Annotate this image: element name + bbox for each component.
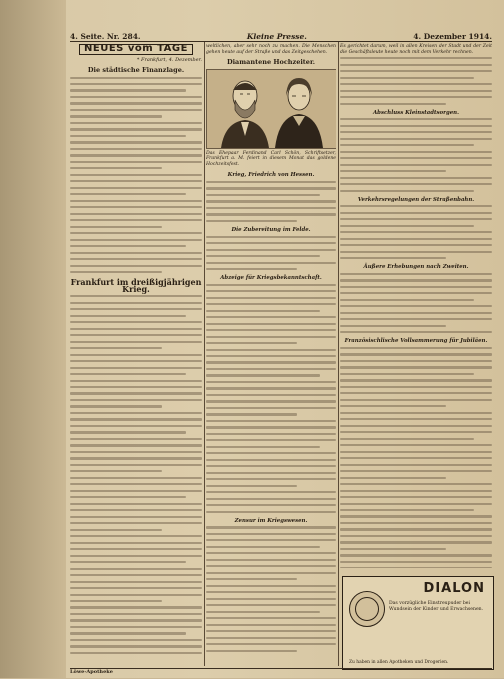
intro-text: Es gerichtet darum, weil in allen Kreisen der Stadt und der Zeit die Geschäftsleute heute noch mit dem Verkehr rechnen. — [340, 44, 492, 55]
footer-left-text: Löwe-Apotheke — [70, 669, 113, 675]
article-title: Zensur im Kriegswesen. — [234, 517, 308, 524]
ad-brand: DIALON — [423, 581, 485, 596]
column-divider — [338, 42, 339, 666]
issue-date: 4. Dezember 1914. — [413, 31, 492, 41]
article-title: Diamantene Hochzeiter. — [226, 58, 316, 67]
ad-seal-inner-icon — [355, 597, 379, 621]
column-divider — [204, 42, 205, 666]
article-body — [340, 273, 492, 334]
article-title: Krieg, Friedrich von Hessen. — [227, 172, 315, 179]
page-edge — [0, 0, 66, 678]
page-footer — [70, 668, 492, 679]
article-body — [206, 284, 336, 513]
newspaper-title: Kleine Presse. — [246, 31, 307, 41]
article-title: Abzeige für Kriegsbekanntschaft. — [220, 275, 322, 282]
article-title: Abschluss Kleinstadtsorgen. — [373, 109, 459, 116]
dateline: * Frankfurt, 4. Dezember. — [136, 56, 202, 63]
section-masthead — [70, 44, 202, 55]
column-1 — [70, 42, 202, 668]
article-body — [340, 118, 492, 192]
intro-text: weltlichen, aber sehr noch zu machen. Die Menschen gehen heute auf der Straße und das Zeitgeschehen. — [206, 44, 336, 55]
advertisement — [342, 576, 494, 670]
column-2 — [206, 42, 336, 668]
article-body — [340, 347, 492, 568]
article-body — [340, 57, 492, 105]
article-title: Verkehrsregelungen der Straßenbahn. — [357, 196, 475, 203]
article-title: Äußere Erhebungen nach Zweiten. — [363, 264, 469, 271]
column-3 — [340, 42, 492, 568]
article-body — [70, 295, 202, 654]
article-body — [206, 181, 336, 222]
ad-footer: Zu haben in allen Apotheken und Drogerien. — [349, 659, 449, 665]
article-body — [340, 205, 492, 259]
article-title: Französischlische Vollsammerung für Jubiläen. — [344, 338, 488, 345]
portrait-image — [206, 69, 336, 149]
page-number: 4. Seite. Nr. 284. — [70, 31, 141, 41]
article-body — [206, 526, 336, 651]
article-title: Die Zubereitung im Felde. — [231, 227, 311, 234]
article-body — [70, 77, 202, 274]
portrait-illustration — [207, 70, 336, 148]
ad-text: Das vorzügliche Einstreupuder bei Wundsein der Kinder und Erwachsenen. — [389, 601, 484, 612]
article-title: Frankfurt im dreißigjährigen Krieg. — [70, 277, 202, 294]
image-caption: Das Ehepaar Ferdinand Carl Schön, Schriftsetzer, Frankfurt a. M. feiert in diesem Monat das goldene Hochzeitsfest. — [206, 150, 336, 167]
article-body — [206, 236, 336, 271]
article-title: Die städtische Finanzlage. — [87, 66, 185, 74]
masthead-logo: NEUES vom TAGE — [79, 44, 193, 55]
